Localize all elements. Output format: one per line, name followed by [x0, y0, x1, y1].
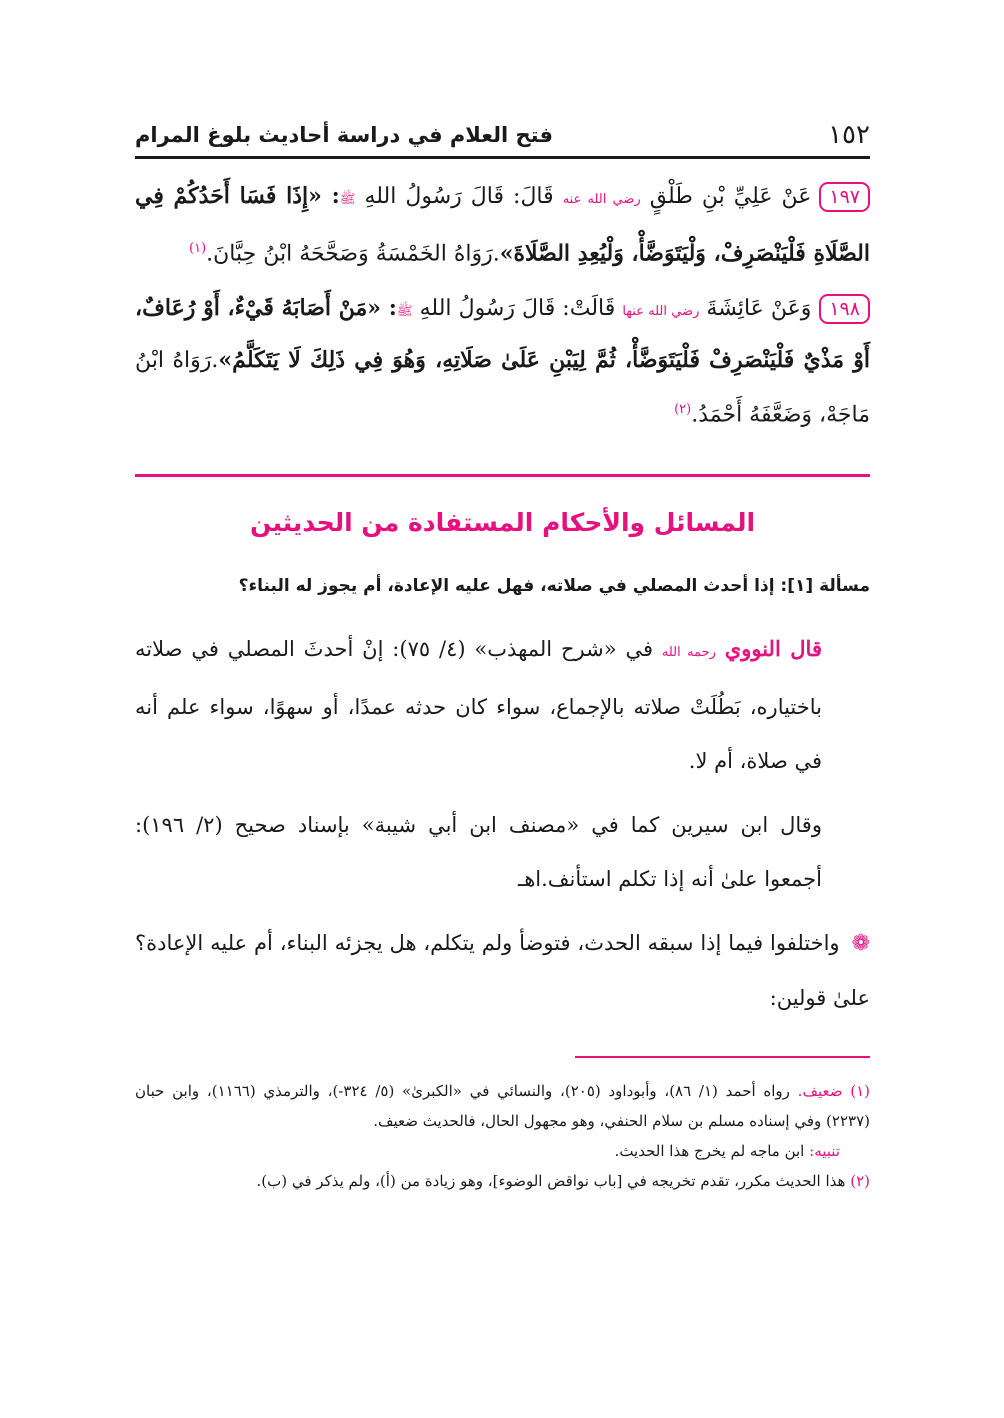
footnote-text: رواه أحمد (١/ ٨٦)، وأبوداود (٢٠٥)، والنسائي في «الكبرىٰ» (٥/ ٣٢٤-)، والترمذي (١١٦٦)، وابن حبان (٢٢٣٧) وفي إسناده مسلم بن سلام الحنفي، وهو مجهول الحال، فالحديث ضعيف.: [135, 1082, 870, 1130]
body-text: [135, 622, 870, 1025]
honorific-mark: رضي الله عنها: [622, 304, 700, 320]
footnote-1: [135, 1076, 870, 1136]
footnote-label: (١): [850, 1082, 871, 1100]
honorific-mark: رحمه الله: [661, 645, 716, 660]
footnote-ref[interactable]: (١): [189, 241, 207, 256]
hadith-intro: قَالَتْ: قَالَ رَسُولُ اللهِ: [419, 296, 616, 322]
hadith-quote: : «إِذَا فَسَا أَحَدُكُمْ فِي الصَّلَاةِ فَلْيَنْصَرِفْ، وَلْيَتَوَضَّأْ، وَلْيُعِدِ الصَّلَاةَ»: [135, 183, 870, 267]
section-title: المسائل والأحكام المستفادة من الحديثين: [249, 508, 756, 537]
page-number: ١٥٢: [828, 120, 870, 150]
section-divider: [135, 474, 870, 477]
running-title: فتح العلام في دراسة أحاديث بلوغ المرام: [135, 123, 553, 147]
hadith-source: .رَوَاهُ الخَمْسَةُ وَصَحَّحَهُ ابْنُ حِبَّانَ.: [206, 241, 500, 267]
flower-bullet-icon: ❁: [851, 931, 870, 956]
grade-label: ضعيف.: [797, 1082, 843, 1100]
hadith-intro: عَنْ عَلِيِّ بْنِ طَلْقٍ: [649, 184, 812, 209]
paragraph-difference: [135, 916, 870, 1025]
note-label: تنبيه:: [809, 1142, 840, 1160]
footnotes: [135, 1076, 870, 1196]
paragraph-text: في «شرح المهذب» (٤/ ٧٥): إنْ أحدثَ المصلي في صلاته باختياره، بَطُلَتْ صلاته بالإجماع، سواء كان حدثه عمدًا، أو سهوًا، سواء علم أنه في صلاة، أم لا.: [135, 637, 822, 773]
paragraph-ibn-sirin: وقال ابن سيرين كما في «مصنف ابن أبي شيبة» بإسناد صحيح (٢/ ١٩٦): أجمعوا علىٰ أنه إذا تكلم استأنف.اهـ: [135, 813, 822, 891]
footnote-text: هذا الحديث مكرر، تقدم تخريجه في [باب نواقض الوضوء]، وهو زيادة من (أ)، ولم يذكر في (ب).: [256, 1172, 846, 1190]
hadith-intro: قَالَ: قَالَ رَسُولُ اللهِ: [364, 184, 554, 209]
hadith-number-badge: ١٩٧: [819, 182, 870, 212]
scholar-name: قال النووي: [724, 636, 822, 661]
footnote-note: [135, 1136, 870, 1166]
question-heading: مسألة [١]: إذا أحدث المصلي في صلاته، فهل عليه الإعادة، أم يجوز له البناء؟: [238, 576, 870, 596]
paragraph-text: واختلفوا فيما إذا سبقه الحدث، فتوضأ ولم يتكلم، هل يجزئه البناء، أم عليه الإعادة؟ علىٰ قولين:: [135, 931, 870, 1010]
footnote-2: [135, 1166, 870, 1196]
note-text: ابن ماجه لم يخرج هذا الحديث.: [614, 1142, 805, 1160]
hadith-198: [135, 284, 870, 439]
hadith-197: [135, 172, 870, 278]
honorific-mark: رضي الله عنه: [562, 192, 641, 207]
paragraph-nawawi: [135, 622, 870, 788]
hadith-block: [135, 172, 870, 440]
salutation-mark: ﷺ: [339, 192, 356, 207]
salutation-mark: ﷺ: [396, 304, 413, 320]
footnote-ref[interactable]: (٢): [674, 402, 692, 418]
hadith-quote: : «مَنْ أَصَابَهُ قَيْءٌ، أَوْ رُعَافٌ، أَوْ مَذْيٌ فَلْيَنْصَرِفْ فَلْيَتَوَضَّأْ، ثُمَّ لِيَبْنِ عَلَىٰ صَلَاتِهِ، وَهُوَ فِي ذَلِكَ لَا يَتَكَلَّمُ»: [135, 295, 870, 374]
hadith-intro: وَعَنْ عَائِشَةَ: [706, 296, 812, 322]
footnote-rule: [575, 1056, 870, 1058]
footnote-label: (٢): [850, 1172, 870, 1190]
page-header: [135, 118, 870, 152]
hadith-source: .رَوَاهُ ابْنُ مَاجَهْ، وَضَعَّفَهُ أَحْمَدُ.: [135, 348, 870, 428]
header-rule: [135, 156, 870, 159]
hadith-number-badge: ١٩٨: [819, 294, 870, 324]
